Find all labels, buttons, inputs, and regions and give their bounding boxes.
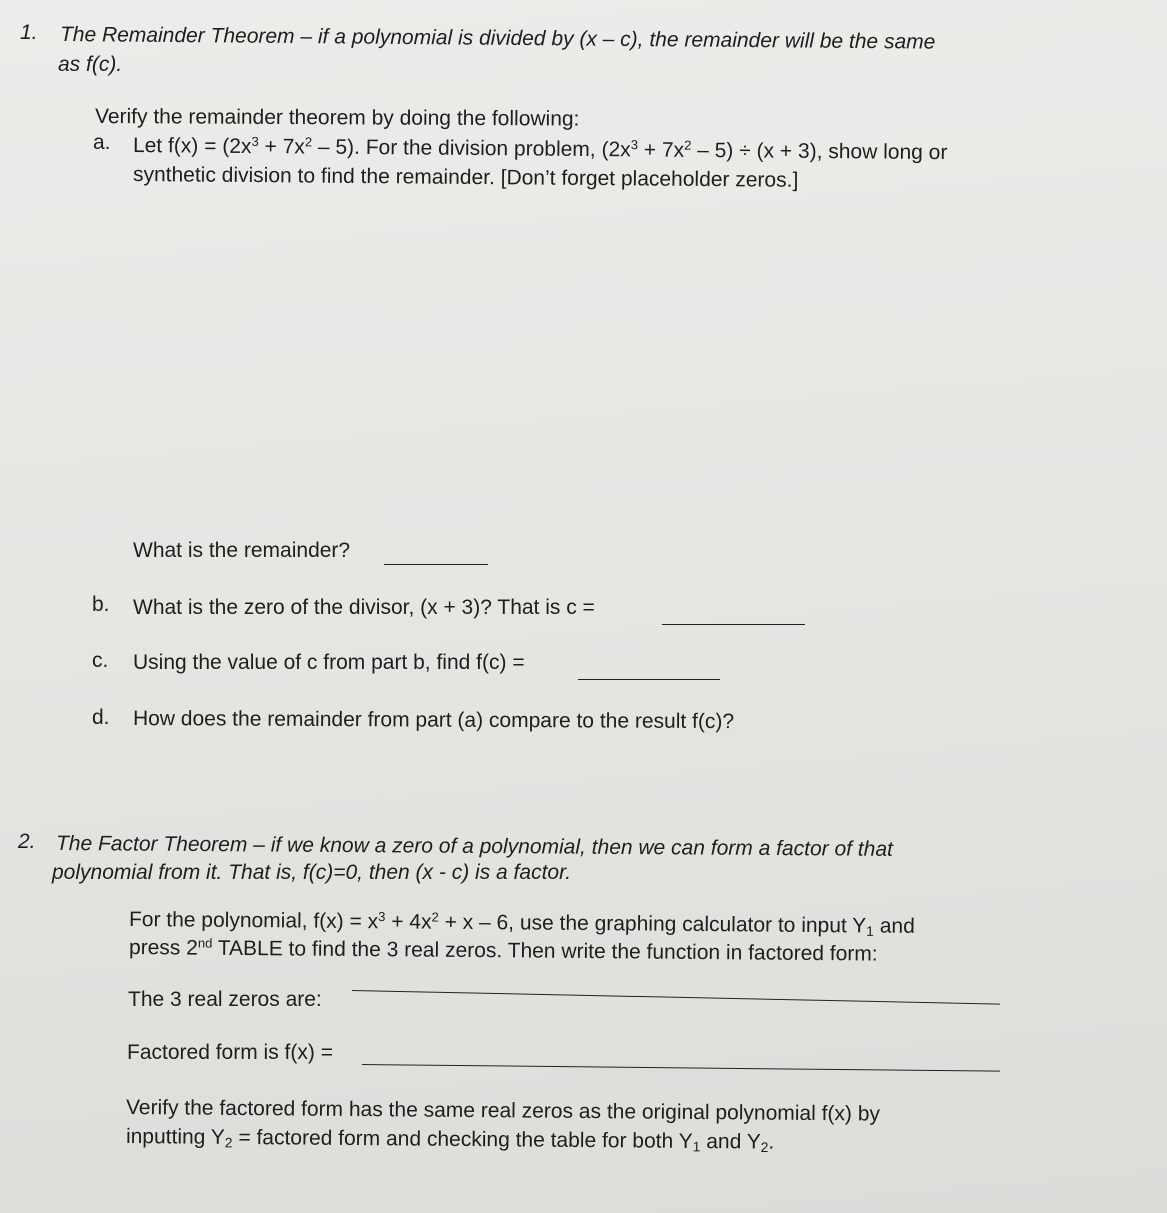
q1a-exp3-second: 3 [630, 137, 639, 153]
q2-number: 2. [18, 830, 36, 853]
q2-factored-answer-blank[interactable] [362, 1064, 1000, 1072]
q2-instr-sub1: 1 [866, 922, 874, 939]
q2-instr2-post: TABLE to find the 3 real zeros. Then write the function in factored form: [212, 936, 878, 966]
q1c-text: Using the value of c from part b, find f(c) = [133, 651, 525, 674]
q1-verify-instruction: Verify the remainder theorem by doing the following: [94, 105, 580, 131]
q1a-text-mid2: – 5). For the division problem, (2x [311, 135, 631, 162]
q1a-text-post: – 5) ÷ (x + 3), show long or [691, 138, 948, 165]
q2-instr2-sup: nd [197, 935, 213, 951]
q2-intro-line2: polynomial from it. That is, f(c)=0, then (x - c) is a factor. [52, 861, 572, 884]
q1-intro-line1: The Remainder Theorem – if a polynomial is divided by (x – c), the remainder will be the same [59, 23, 936, 54]
q2-verify2-sub2: 2 [224, 1134, 233, 1151]
q1d-letter: d. [92, 706, 110, 729]
q2-instr-post: and [873, 914, 915, 938]
q1a-line1 [133, 135, 948, 163]
q2-verify-line1: Verify the factored form has the same real zeros as the original polynomial f(x) by [125, 1096, 881, 1126]
q2-verify2-mid2: and Y [700, 1130, 761, 1154]
q1-number: 1. [20, 21, 38, 44]
q2-instr-exp3: 3 [378, 909, 386, 925]
q2-instruction-line1 [129, 909, 915, 937]
q1a-exp2-first: 2 [304, 134, 313, 150]
q2-intro-line1: The Factor Theorem – if we know a zero of a polynomial, then we can form a factor of that [55, 832, 893, 861]
q2-instr-mid1: + 4x [385, 910, 432, 934]
q1a-text-pre: Let f(x) = (2x [132, 134, 252, 159]
q1a-remainder-question: What is the remainder? [133, 539, 351, 562]
q1a-text-mid1: + 7x [258, 135, 305, 159]
q2-instr2-pre: press 2 [128, 936, 198, 960]
q1b-letter: b. [92, 593, 110, 616]
q2-verify2-pre: inputting Y [125, 1125, 225, 1149]
q1b-text: What is the zero of the divisor, (x + 3)? That is c = [133, 596, 595, 619]
q2-instruction-line2 [129, 937, 878, 965]
q1b-answer-blank[interactable] [662, 624, 805, 625]
q1d-text: How does the remainder from part (a) compare to the result f(c)? [132, 707, 735, 734]
q2-instr-mid2: + x – 6, use the graphing calculator to input Y [438, 910, 867, 938]
q1a-letter: a. [93, 131, 111, 154]
q2-verify2-sub1: 1 [692, 1138, 701, 1155]
q2-verify-line2 [125, 1125, 775, 1156]
q1a-line2: synthetic division to find the remainder. [Don’t forget placeholder zeros.] [132, 163, 799, 192]
q1a-remainder-answer-blank[interactable] [384, 564, 488, 565]
q1-intro-line2: as f(c). [58, 53, 123, 76]
q1c-answer-blank[interactable] [578, 679, 720, 680]
q2-instr-exp2: 2 [431, 909, 439, 925]
q2-zeros-answer-blank[interactable] [352, 990, 1000, 1005]
q2-factored-label: Factored form is f(x) = [127, 1041, 333, 1064]
q1a-exp3-first: 3 [251, 133, 259, 149]
q1c-letter: c. [92, 649, 109, 672]
q2-instr-pre: For the polynomial, f(x) = x [128, 908, 379, 934]
q2-zeros-label: The 3 real zeros are: [128, 988, 322, 1011]
q2-verify2-sub2b: 2 [760, 1138, 769, 1156]
q2-verify2-mid1: = factored form and checking the table for both Y [232, 1125, 693, 1153]
q2-verify2-post: . [768, 1130, 775, 1154]
q1a-text-mid3: + 7x [637, 138, 685, 162]
q1a-exp2-second: 2 [684, 137, 692, 153]
